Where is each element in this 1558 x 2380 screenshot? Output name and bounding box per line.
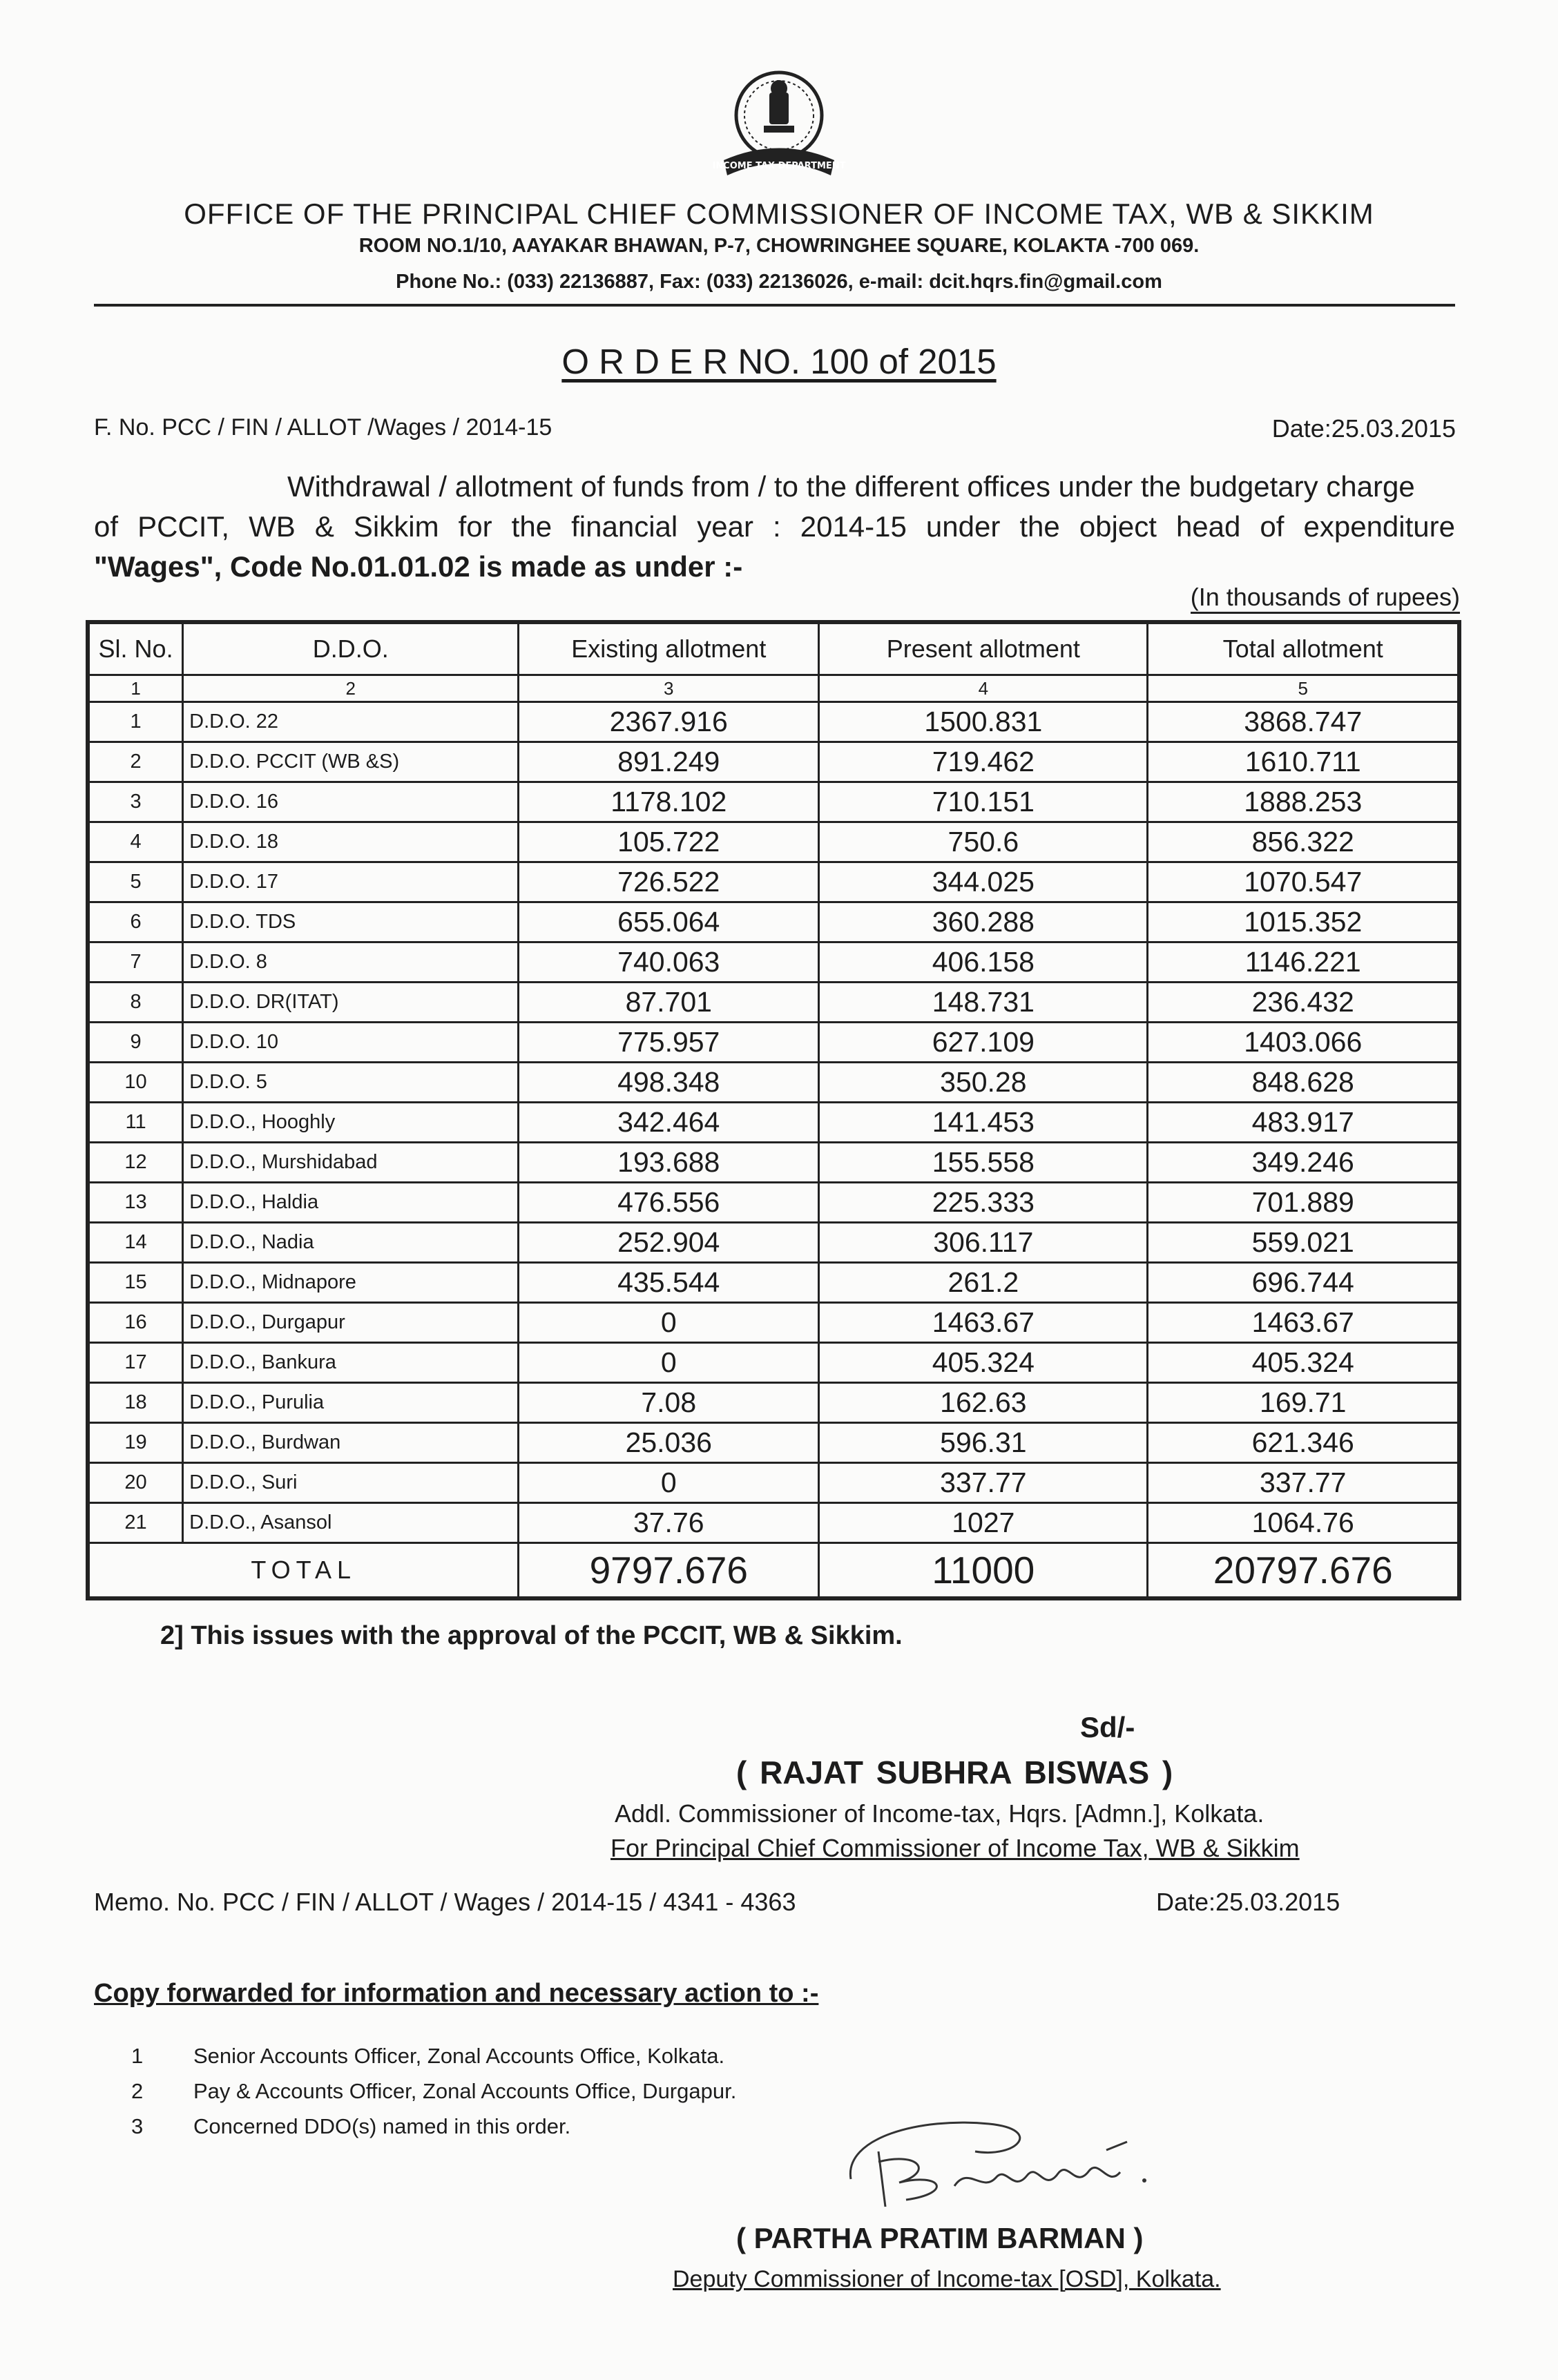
row-existing: 87.701	[519, 983, 819, 1023]
paragraph-line: of PCCIT, WB & Sikkim for the financial year : 2014-15 under the object head of expenditure	[94, 510, 1455, 543]
row-ddo: D.D.O., Midnapore	[183, 1263, 519, 1303]
row-total: 1610.711	[1148, 742, 1459, 782]
row-existing: 37.76	[519, 1503, 819, 1543]
copy-heading: Copy forwarded for information and necessary action to :-	[94, 1979, 819, 2008]
row-ddo: D.D.O. 18	[183, 822, 519, 862]
header-existing: Existing allotment	[519, 622, 819, 675]
row-existing: 726.522	[519, 862, 819, 902]
table-row	[88, 1463, 1459, 1503]
row-total: 559.021	[1148, 1223, 1459, 1263]
row-total: 1888.253	[1148, 782, 1459, 822]
column-number: 1	[88, 675, 183, 702]
row-existing: 1178.102	[519, 782, 819, 822]
row-ddo: D.D.O. 10	[183, 1023, 519, 1063]
office-contact: Phone No.: (033) 22136887, Fax: (033) 22136026, e-mail: dcit.hqrs.fin@gmail.com	[396, 271, 1162, 293]
list-item-number: 3	[131, 2114, 144, 2138]
row-present: 162.63	[819, 1383, 1148, 1423]
row-present: 1500.831	[819, 702, 1148, 742]
list-item-number: 2	[131, 2079, 144, 2103]
row-total: 1146.221	[1148, 942, 1459, 983]
row-total: 856.322	[1148, 822, 1459, 862]
row-ddo: D.D.O., Durgapur	[183, 1303, 519, 1343]
row-existing: 476.556	[519, 1183, 819, 1223]
table-row	[88, 1263, 1459, 1303]
signatory-name: ( RAJAT SUBHRA BISWAS )	[736, 1754, 1173, 1790]
row-present: 141.453	[819, 1103, 1148, 1143]
row-present: 1027	[819, 1503, 1148, 1543]
row-total: 1064.76	[1148, 1503, 1459, 1543]
row-sl-no: 4	[88, 822, 183, 862]
copy-list	[131, 2038, 736, 2144]
row-total: 405.324	[1148, 1343, 1459, 1383]
second-signatory-designation: Deputy Commissioner of Income-tax [OSD], Kolkata.	[673, 2266, 1221, 2292]
column-number-row	[88, 675, 1459, 702]
row-total: 696.744	[1148, 1263, 1459, 1303]
row-total: 701.889	[1148, 1183, 1459, 1223]
row-present: 344.025	[819, 862, 1148, 902]
column-number: 5	[1148, 675, 1459, 702]
total-existing: 9797.676	[519, 1543, 819, 1599]
row-present: 261.2	[819, 1263, 1148, 1303]
row-ddo: D.D.O., Murshidabad	[183, 1143, 519, 1183]
row-total: 337.77	[1148, 1463, 1459, 1503]
row-ddo: D.D.O. 8	[183, 942, 519, 983]
total-row	[88, 1543, 1459, 1599]
order-date: Date:25.03.2015	[1271, 414, 1456, 443]
row-sl-no: 2	[88, 742, 183, 782]
row-sl-no: 7	[88, 942, 183, 983]
row-total: 236.432	[1148, 983, 1459, 1023]
row-existing: 0	[519, 1343, 819, 1383]
memo-number: Memo. No. PCC / FIN / ALLOT / Wages / 2014-15 / 4341 - 4363	[94, 1888, 796, 1916]
row-sl-no: 1	[88, 702, 183, 742]
header-sl-no: Sl. No.	[88, 622, 183, 675]
allotment-table	[86, 620, 1461, 1600]
row-sl-no: 8	[88, 983, 183, 1023]
row-existing: 0	[519, 1303, 819, 1343]
row-ddo: D.D.O. DR(ITAT)	[183, 983, 519, 1023]
row-ddo: D.D.O., Haldia	[183, 1183, 519, 1223]
row-sl-no: 9	[88, 1023, 183, 1063]
row-total: 848.628	[1148, 1063, 1459, 1103]
row-existing: 498.348	[519, 1063, 819, 1103]
row-present: 350.28	[819, 1063, 1148, 1103]
row-existing: 105.722	[519, 822, 819, 862]
row-present: 155.558	[819, 1143, 1148, 1183]
row-ddo: D.D.O., Suri	[183, 1463, 519, 1503]
total-label: TOTAL	[88, 1543, 519, 1599]
row-present: 337.77	[819, 1463, 1148, 1503]
row-existing: 775.957	[519, 1023, 819, 1063]
header-present: Present allotment	[819, 622, 1148, 675]
row-existing: 193.688	[519, 1143, 819, 1183]
table-row	[88, 742, 1459, 782]
table-row	[88, 1063, 1459, 1103]
row-present: 225.333	[819, 1183, 1148, 1223]
table-row	[88, 1183, 1459, 1223]
row-sl-no: 18	[88, 1383, 183, 1423]
row-present: 1463.67	[819, 1303, 1148, 1343]
paragraph-line: Withdrawal / allotment of funds from / to the different offices under the budgetary charge	[287, 470, 1415, 503]
column-number: 2	[183, 675, 519, 702]
order-paragraph	[94, 467, 1455, 587]
approval-note: 2] This issues with the approval of the PCCIT, WB & Sikkim.	[160, 1621, 903, 1650]
row-existing: 252.904	[519, 1223, 819, 1263]
row-present: 360.288	[819, 902, 1148, 942]
table-row	[88, 1503, 1459, 1543]
total-total: 20797.676	[1148, 1543, 1459, 1599]
row-sl-no: 13	[88, 1183, 183, 1223]
row-sl-no: 17	[88, 1343, 183, 1383]
unit-note: (In thousands of rupees)	[1191, 583, 1460, 614]
table-row	[88, 822, 1459, 862]
signatory-for-line: For Principal Chief Commissioner of Income Tax, WB & Sikkim	[610, 1834, 1300, 1862]
row-ddo: D.D.O., Bankura	[183, 1343, 519, 1383]
row-sl-no: 20	[88, 1463, 183, 1503]
row-present: 596.31	[819, 1423, 1148, 1463]
header-ddo: D.D.O.	[183, 622, 519, 675]
row-ddo: D.D.O., Burdwan	[183, 1423, 519, 1463]
table-row	[88, 862, 1459, 902]
list-item-text: Pay & Accounts Officer, Zonal Accounts Office, Durgapur.	[193, 2079, 737, 2103]
row-sl-no: 3	[88, 782, 183, 822]
list-item-text: Senior Accounts Officer, Zonal Accounts Office, Kolkata.	[193, 2044, 725, 2068]
table-row	[88, 1383, 1459, 1423]
list-item	[131, 2073, 736, 2109]
total-present: 11000	[819, 1543, 1148, 1599]
row-ddo: D.D.O. 17	[183, 862, 519, 902]
row-ddo: D.D.O. TDS	[183, 902, 519, 942]
row-sl-no: 16	[88, 1303, 183, 1343]
table-row	[88, 782, 1459, 822]
order-title	[0, 341, 1558, 382]
row-existing: 655.064	[519, 902, 819, 942]
row-sl-no: 14	[88, 1223, 183, 1263]
row-sl-no: 10	[88, 1063, 183, 1103]
header-divider	[94, 304, 1455, 307]
row-present: 627.109	[819, 1023, 1148, 1063]
file-number: F. No. PCC / FIN / ALLOT /Wages / 2014-15	[94, 414, 552, 441]
svg-text:INCOME TAX DEPARTMENT: INCOME TAX DEPARTMENT	[712, 161, 846, 171]
row-ddo: D.D.O. 5	[183, 1063, 519, 1103]
row-present: 750.6	[819, 822, 1148, 862]
second-signatory-name: ( PARTHA PRATIM BARMAN )	[736, 2222, 1144, 2254]
table-body	[88, 702, 1459, 1543]
row-total: 349.246	[1148, 1143, 1459, 1183]
row-ddo: D.D.O., Nadia	[183, 1223, 519, 1263]
list-item	[131, 2109, 736, 2144]
list-item	[131, 2038, 736, 2073]
row-ddo: D.D.O. 22	[183, 702, 519, 742]
row-present: 710.151	[819, 782, 1148, 822]
row-present: 306.117	[819, 1223, 1148, 1263]
row-ddo: D.D.O., Asansol	[183, 1503, 519, 1543]
row-total: 483.917	[1148, 1103, 1459, 1143]
table-row	[88, 983, 1459, 1023]
row-ddo: D.D.O. PCCIT (WB &S)	[183, 742, 519, 782]
row-ddo: D.D.O. 16	[183, 782, 519, 822]
row-existing: 25.036	[519, 1423, 819, 1463]
row-existing: 7.08	[519, 1383, 819, 1423]
row-ddo: D.D.O., Purulia	[183, 1383, 519, 1423]
row-present: 405.324	[819, 1343, 1148, 1383]
row-existing: 342.464	[519, 1103, 819, 1143]
order-title-text: O R D E R NO. 100 of 2015	[561, 342, 997, 381]
row-existing: 0	[519, 1463, 819, 1503]
income-tax-emblem-icon	[710, 64, 848, 188]
row-present: 719.462	[819, 742, 1148, 782]
signatory-designation: Addl. Commissioner of Income-tax, Hqrs. [Admn.], Kolkata.	[615, 1799, 1264, 1828]
row-sl-no: 15	[88, 1263, 183, 1303]
table-header-row	[88, 622, 1459, 675]
row-sl-no: 21	[88, 1503, 183, 1543]
row-total: 1403.066	[1148, 1023, 1459, 1063]
row-total: 1463.67	[1148, 1303, 1459, 1343]
table-row	[88, 1023, 1459, 1063]
row-existing: 2367.916	[519, 702, 819, 742]
list-item-text: Concerned DDO(s) named in this order.	[193, 2114, 571, 2138]
memo-date: Date:25.03.2015	[1156, 1888, 1340, 1916]
table-row	[88, 1423, 1459, 1463]
row-present: 406.158	[819, 942, 1148, 983]
row-ddo: D.D.O., Hooghly	[183, 1103, 519, 1143]
row-sl-no: 11	[88, 1103, 183, 1143]
table-row	[88, 702, 1459, 742]
row-total: 169.71	[1148, 1383, 1459, 1423]
row-sl-no: 5	[88, 862, 183, 902]
header-total: Total allotment	[1148, 622, 1459, 675]
signed-mark: Sd/-	[1080, 1711, 1135, 1743]
row-sl-no: 12	[88, 1143, 183, 1183]
row-existing: 891.249	[519, 742, 819, 782]
row-total: 1015.352	[1148, 902, 1459, 942]
office-title: OFFICE OF THE PRINCIPAL CHIEF COMMISSIONER OF INCOME TAX, WB & SIKKIM	[184, 197, 1374, 230]
office-address: ROOM NO.1/10, AAYAKAR BHAWAN, P-7, CHOWRINGHEE SQUARE, KOLAKTA -700 069.	[358, 235, 1200, 257]
row-total: 1070.547	[1148, 862, 1459, 902]
row-present: 148.731	[819, 983, 1148, 1023]
paragraph-line: "Wages", Code No.01.01.02 is made as under :-	[94, 550, 743, 583]
column-number: 3	[519, 675, 819, 702]
row-total: 621.346	[1148, 1423, 1459, 1463]
table-row	[88, 902, 1459, 942]
table-row	[88, 1303, 1459, 1343]
table-row	[88, 1103, 1459, 1143]
table-row	[88, 1343, 1459, 1383]
table-row	[88, 1223, 1459, 1263]
row-existing: 435.544	[519, 1263, 819, 1303]
row-sl-no: 6	[88, 902, 183, 942]
row-sl-no: 19	[88, 1423, 183, 1463]
row-existing: 740.063	[519, 942, 819, 983]
column-number: 4	[819, 675, 1148, 702]
handwritten-signature	[837, 2096, 1182, 2214]
list-item-number: 1	[131, 2044, 144, 2068]
table-row	[88, 1143, 1459, 1183]
table-row	[88, 942, 1459, 983]
row-total: 3868.747	[1148, 702, 1459, 742]
